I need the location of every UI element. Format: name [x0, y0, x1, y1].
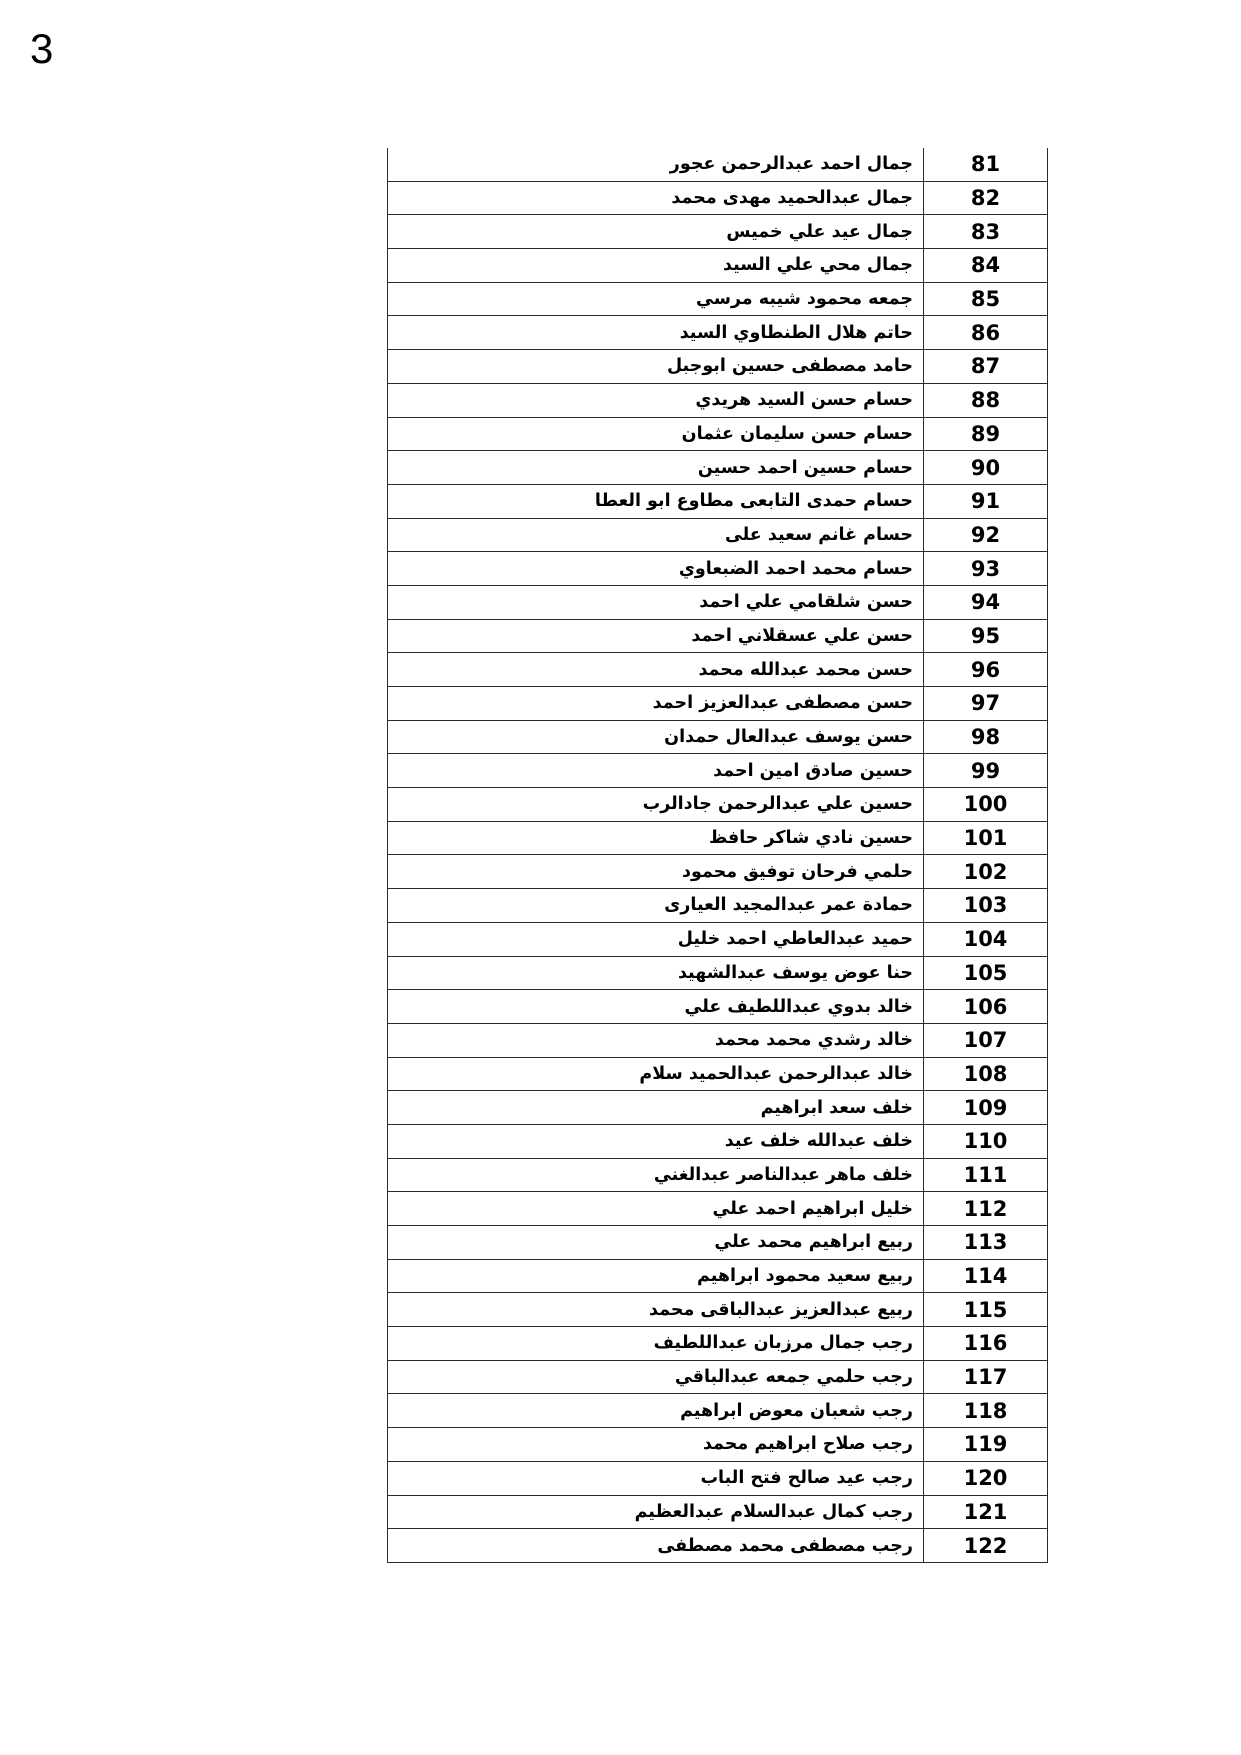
row-number: 107: [924, 1023, 1048, 1057]
row-number: 86: [924, 316, 1048, 350]
row-name: رجب مصطفى محمد مصطفى: [388, 1529, 924, 1563]
table-row: [388, 417, 1048, 451]
row-number: 111: [924, 1158, 1048, 1192]
row-number: 82: [924, 181, 1048, 215]
row-name: جمال محي علي السيد: [388, 249, 924, 283]
table-row: [388, 350, 1048, 384]
row-name: ربيع عبدالعزيز عبدالباقى محمد: [388, 1293, 924, 1327]
row-number: 87: [924, 350, 1048, 384]
row-name: خالد رشدي محمد محمد: [388, 1023, 924, 1057]
table-row: [388, 922, 1048, 956]
row-number: 118: [924, 1394, 1048, 1428]
row-number: 99: [924, 754, 1048, 788]
row-name: خليل ابراهيم احمد علي: [388, 1192, 924, 1226]
table-row: [388, 282, 1048, 316]
table-row: [388, 855, 1048, 889]
table-row: [388, 1360, 1048, 1394]
table-row: [388, 148, 1048, 181]
table-row: [388, 720, 1048, 754]
row-name: ربيع سعيد محمود ابراهيم: [388, 1259, 924, 1293]
row-number: 102: [924, 855, 1048, 889]
row-name: حنا عوض يوسف عبدالشهيد: [388, 956, 924, 990]
table-row: [388, 1124, 1048, 1158]
row-name: رجب صلاح ابراهيم محمد: [388, 1428, 924, 1462]
row-number: 92: [924, 518, 1048, 552]
row-number: 90: [924, 451, 1048, 485]
row-number: 93: [924, 552, 1048, 586]
row-name: حسين علي عبدالرحمن جادالرب: [388, 788, 924, 822]
table-row: [388, 1259, 1048, 1293]
table-row: [388, 383, 1048, 417]
table-row: [388, 1394, 1048, 1428]
row-number: 110: [924, 1124, 1048, 1158]
page-number: 3: [30, 25, 54, 72]
row-name: خالد بدوي عبداللطيف علي: [388, 990, 924, 1024]
row-number: 116: [924, 1327, 1048, 1361]
table-row: [388, 754, 1048, 788]
row-number: 121: [924, 1495, 1048, 1529]
row-number: 84: [924, 249, 1048, 283]
row-number: 85: [924, 282, 1048, 316]
table-row: [388, 181, 1048, 215]
row-number: 83: [924, 215, 1048, 249]
table-row: [388, 1495, 1048, 1529]
row-name: حسين نادي شاكر حافظ: [388, 821, 924, 855]
row-name: جمال احمد عبدالرحمن عجور: [388, 148, 924, 181]
row-number: 91: [924, 484, 1048, 518]
row-number: 120: [924, 1461, 1048, 1495]
row-name: رجب جمال مرزبان عبداللطيف: [388, 1327, 924, 1361]
names-table-body: [388, 148, 1048, 1562]
row-name: حسام حسين احمد حسين: [388, 451, 924, 485]
row-name: حسن مصطفى عبدالعزيز احمد: [388, 687, 924, 721]
table-row: [388, 1293, 1048, 1327]
row-number: 97: [924, 687, 1048, 721]
row-name: حسن علي عسقلاني احمد: [388, 619, 924, 653]
table-row: [388, 1226, 1048, 1260]
table-row: [388, 687, 1048, 721]
table-row: [388, 653, 1048, 687]
row-number: 81: [924, 148, 1048, 181]
row-name: حسام محمد احمد الضبعاوي: [388, 552, 924, 586]
table-row: [388, 518, 1048, 552]
row-name: حسام حمدى التابعى مطاوع ابو العطا: [388, 484, 924, 518]
table-row: [388, 889, 1048, 923]
row-name: رجب عيد صالح فتح الباب: [388, 1461, 924, 1495]
table-row: [388, 1023, 1048, 1057]
table-row: [388, 451, 1048, 485]
table-row: [388, 215, 1048, 249]
table-row: [388, 956, 1048, 990]
table-row: [388, 1529, 1048, 1563]
row-number: 95: [924, 619, 1048, 653]
row-name: حلمي فرحان توفيق محمود: [388, 855, 924, 889]
table-row: [388, 821, 1048, 855]
row-number: 109: [924, 1091, 1048, 1125]
row-name: حسام حسن سليمان عثمان: [388, 417, 924, 451]
table-row: [388, 1327, 1048, 1361]
row-number: 113: [924, 1226, 1048, 1260]
row-name: رجب شعبان معوض ابراهيم: [388, 1394, 924, 1428]
row-name: جمال عيد علي خميس: [388, 215, 924, 249]
row-number: 88: [924, 383, 1048, 417]
row-name: حسين صادق امين احمد: [388, 754, 924, 788]
row-name: جمال عبدالحميد مهدى محمد: [388, 181, 924, 215]
row-name: خالد عبدالرحمن عبدالحميد سلام: [388, 1057, 924, 1091]
row-number: 108: [924, 1057, 1048, 1091]
row-number: 114: [924, 1259, 1048, 1293]
table-row: [388, 619, 1048, 653]
table-row: [388, 585, 1048, 619]
row-number: 98: [924, 720, 1048, 754]
row-name: رجب كمال عبدالسلام عبدالعظيم: [388, 1495, 924, 1529]
row-name: خلف ماهر عبدالناصر عبدالغني: [388, 1158, 924, 1192]
row-name: رجب حلمي جمعه عبدالباقي: [388, 1360, 924, 1394]
row-number: 106: [924, 990, 1048, 1024]
table-row: [388, 552, 1048, 586]
row-number: 117: [924, 1360, 1048, 1394]
row-name: حسن شلقامي علي احمد: [388, 585, 924, 619]
row-name: حميد عبدالعاطي احمد خليل: [388, 922, 924, 956]
row-number: 100: [924, 788, 1048, 822]
row-name: خلف عبدالله خلف عيد: [388, 1124, 924, 1158]
row-number: 96: [924, 653, 1048, 687]
row-number: 104: [924, 922, 1048, 956]
row-number: 122: [924, 1529, 1048, 1563]
table-row: [388, 484, 1048, 518]
row-number: 119: [924, 1428, 1048, 1462]
row-number: 105: [924, 956, 1048, 990]
row-number: 103: [924, 889, 1048, 923]
row-name: حسن محمد عبدالله محمد: [388, 653, 924, 687]
row-number: 94: [924, 585, 1048, 619]
table-row: [388, 788, 1048, 822]
row-number: 115: [924, 1293, 1048, 1327]
table-row: [388, 1057, 1048, 1091]
table-row: [388, 1091, 1048, 1125]
table-row: [388, 990, 1048, 1024]
row-name: حامد مصطفى حسين ابوجبل: [388, 350, 924, 384]
row-name: جمعه محمود شيبه مرسي: [388, 282, 924, 316]
table-row: [388, 249, 1048, 283]
table-row: [388, 1428, 1048, 1462]
row-name: حسام غانم سعيد على: [388, 518, 924, 552]
table-row: [388, 1192, 1048, 1226]
row-name: حسن يوسف عبدالعال حمدان: [388, 720, 924, 754]
row-name: حسام حسن السيد هريدي: [388, 383, 924, 417]
table-row: [388, 1461, 1048, 1495]
row-name: خلف سعد ابراهيم: [388, 1091, 924, 1125]
row-number: 89: [924, 417, 1048, 451]
table-row: [388, 316, 1048, 350]
row-name: ربيع ابراهيم محمد علي: [388, 1226, 924, 1260]
names-table: [387, 148, 1048, 1563]
row-name: حمادة عمر عبدالمجيد العيارى: [388, 889, 924, 923]
row-name: حاتم هلال الطنطاوي السيد: [388, 316, 924, 350]
row-number: 101: [924, 821, 1048, 855]
table-row: [388, 1158, 1048, 1192]
row-number: 112: [924, 1192, 1048, 1226]
